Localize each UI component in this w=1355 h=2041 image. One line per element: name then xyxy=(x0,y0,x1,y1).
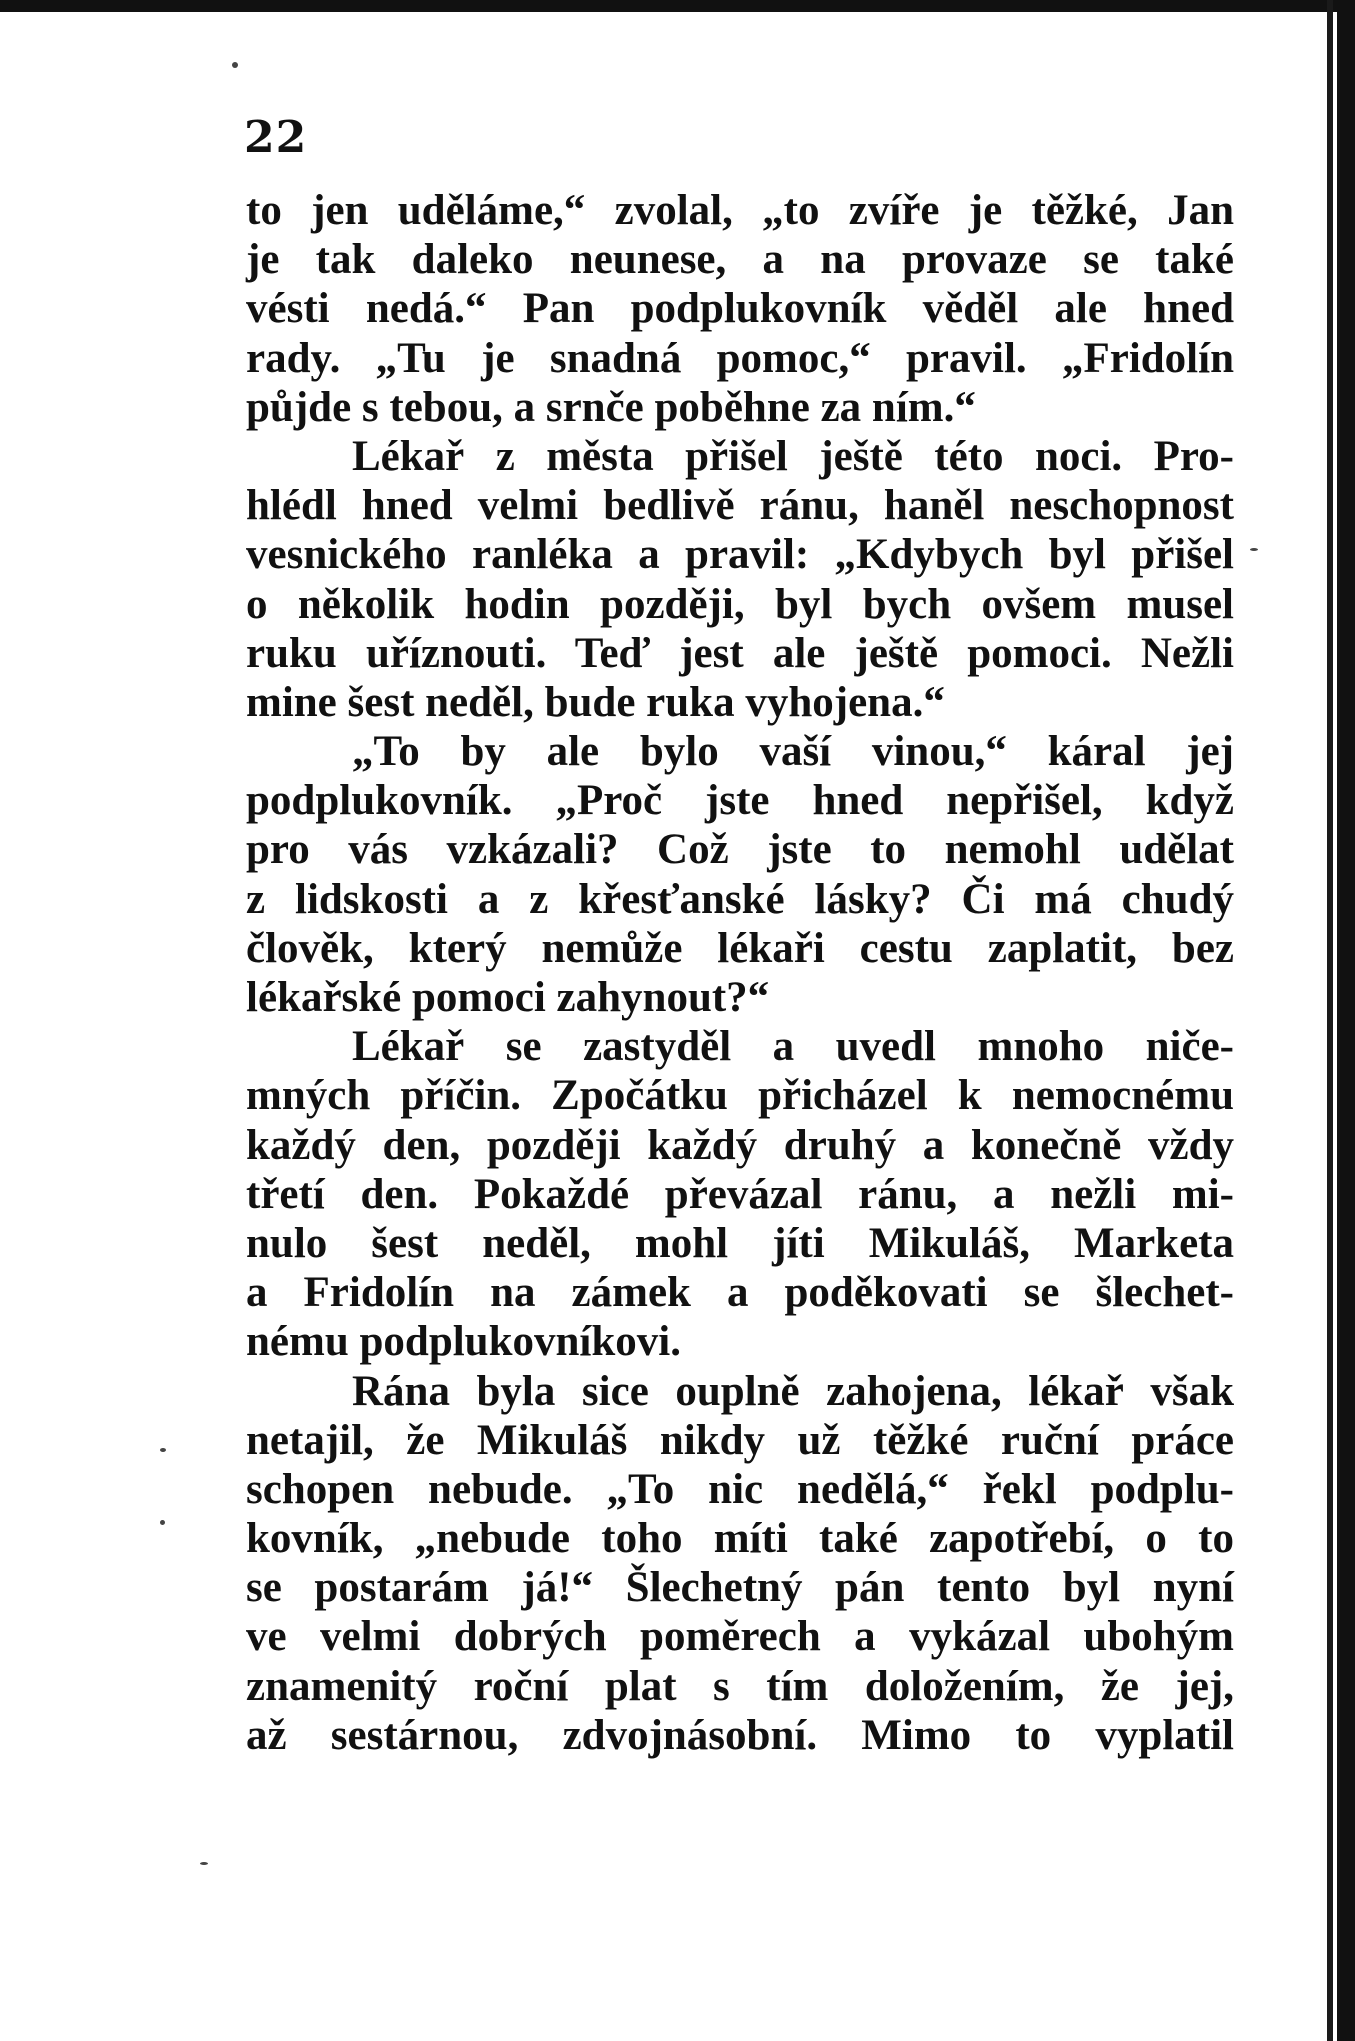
scan-speck xyxy=(160,1520,165,1525)
text-line: člověk, který nemůže lékaři cestu zaplatit, bez xyxy=(246,924,1234,972)
text-line: nulo šest neděl, mohl jíti Mikuláš, Marketa xyxy=(246,1219,1234,1267)
text-line: každý den, později každý druhý a konečně vždy xyxy=(246,1121,1234,1169)
text-line: a Fridolín na zámek a poděkovati se šlechet- xyxy=(246,1269,1234,1317)
text-line: je tak daleko neunese, a na provaze se také xyxy=(246,236,1234,284)
text-line: rady. „Tu je snadná pomoc,“ pravil. „Fridolín xyxy=(246,334,1234,382)
text-line: mných příčin. Zpočátku přicházel k nemocnému xyxy=(246,1072,1234,1120)
text-line: se postarám já!“ Šlechetný pán tento byl nyní xyxy=(246,1564,1234,1612)
text-line: kovník, „nebude toho míti také zapotřebí, o to xyxy=(246,1515,1234,1563)
text-line: vesnického ranléka a pravil: „Kdybych byl přišel xyxy=(246,531,1234,579)
text-line: z lidskosti a z křesťanské lásky? Či má chudý xyxy=(246,875,1234,923)
scan-speck xyxy=(1250,548,1258,551)
text-line: schopen nebude. „To nic nedělá,“ řekl podplu- xyxy=(246,1465,1234,1513)
text-line: pro vás vzkázali? Což jste to nemohl udělat xyxy=(246,826,1234,874)
text-line: lékařské pomoci zahynout?“ xyxy=(246,974,770,1021)
text-line: netajil, že Mikuláš nikdy už těžké ruční práce xyxy=(246,1416,1234,1464)
text-line: hlédl hned velmi bedlivě ránu, haněl neschopnost xyxy=(246,482,1234,530)
scan-border-right-inner xyxy=(1327,0,1333,2041)
text-line: mine šest neděl, bude ruka vyhojena.“ xyxy=(246,678,945,726)
text-line: Lékař z města přišel ještě této noci. Pro- xyxy=(352,432,1234,480)
text-line: to jen uděláme,“ zvolal, „to zvíře je těžké, Jan xyxy=(246,187,1234,234)
text-line: ve velmi dobrých poměrech a vykázal ubohým xyxy=(246,1613,1234,1661)
text-line: vésti nedá.“ Pan podplukovník věděl ale hned xyxy=(246,285,1234,333)
text-line: Rána byla sice ouplně zahojena, lékař však xyxy=(352,1367,1234,1415)
text-line: Lékař se zastyděl a uvedl mnoho niče- xyxy=(352,1023,1234,1071)
page-number: 22 xyxy=(244,112,308,163)
text-line: ruku uříznouti. Teď jest ale ještě pomoci. Nežli xyxy=(246,629,1234,677)
text-line: „To by ale bylo vaší vinou,“ káral jej xyxy=(352,728,1234,776)
text-line: nému podplukovníkovi. xyxy=(246,1318,681,1366)
text-line: až sestárnou, zdvojnásobní. Mimo to vyplatil xyxy=(246,1711,1234,1759)
text-line: znamenitý roční plat s tím doložením, že jej, xyxy=(246,1662,1234,1710)
scan-border-top xyxy=(0,0,1355,12)
text-line: podplukovník. „Proč jste hned nepřišel, když xyxy=(246,777,1234,825)
scan-speck xyxy=(200,1862,208,1865)
body-text xyxy=(246,186,1234,1760)
scan-speck xyxy=(160,1448,166,1452)
text-line: třetí den. Pokaždé převázal ránu, a nežli mi- xyxy=(246,1170,1234,1218)
scan-speck xyxy=(232,62,238,68)
scan-border-right xyxy=(1337,0,1355,2041)
text-line: půjde s tebou, a srnče poběhne za ním.“ xyxy=(246,383,976,431)
text-line: o několik hodin později, byl bych ovšem musel xyxy=(246,580,1234,628)
